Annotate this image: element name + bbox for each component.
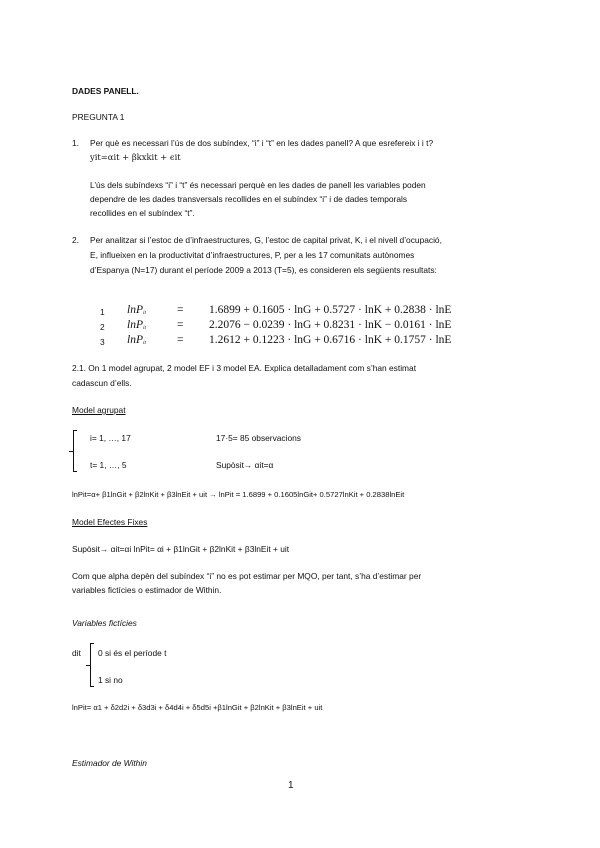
q1-answer-line-1: L’ús dels subíndexs “i” i “t” és necessari perquè en les dades de panell les variables poden (90, 180, 426, 190)
i-range: i= 1, …, 17 (90, 433, 131, 443)
equation-1-subscript: it (142, 310, 147, 316)
equation-3-rhs: 1.2612 + 0.1223 · lnG + 0.6716 · lnK + 0.1757 · lnE (209, 334, 452, 346)
equation-number-3: 3 (100, 337, 105, 347)
q2-number: 2. (72, 235, 79, 245)
q1-answer-line-3: recollides en el subíndex “t”. (90, 208, 195, 218)
dummy-equation: lnPit= α1 + δ2d2i + δ3d3i + δ4d4i + δ5d5i +β1lnGit + β2lnKit + β3lnEit + uit (72, 703, 323, 712)
equation-number-1: 1 (100, 307, 105, 317)
equation-1-lhs: lnP (127, 304, 143, 316)
model-ef-title: Model Efectes Fixes (72, 517, 148, 527)
q2-line-3: d’Espanya (N=17) durant el període 2009 a 2013 (T=5), es consideren els següents resultats: (90, 265, 437, 275)
equation-number-2: 2 (100, 322, 105, 332)
equation-3 (127, 333, 507, 347)
t-range: t= 1, …, 5 (90, 460, 127, 470)
q21-line-2: cadascun d’ells. (72, 378, 132, 388)
model-agrupat-title: Model agrupat (72, 405, 126, 415)
left-brace-icon (73, 430, 79, 472)
ef-paragraph-line-1: Com que alpha depèn del subíndex “i” no es pot estimar per MQO, per tant, s’ha d’estimar per (72, 571, 422, 581)
within-title: Estimador de Within (72, 758, 147, 768)
assumption-pooled: Supòsit→ αit=α (216, 460, 274, 470)
equation-2-lhs: lnP (127, 319, 143, 331)
ef-paragraph-line-2: variables fictícies o estimador de Within. (72, 585, 222, 595)
dummy-case-0: 0 si és el període t (98, 648, 167, 658)
equation-3-lhs: lnP (127, 334, 143, 346)
page-number: 1 (288, 780, 294, 791)
dummy-case-1: 1 si no (98, 675, 123, 685)
equation-1-equals: = (177, 304, 184, 316)
q1-number: 1. (72, 138, 79, 148)
equation-1 (127, 303, 507, 317)
equation-1-rhs: 1.6899 + 0.1605 · lnG + 0.5727 · lnK + 0.2838 · lnE (209, 304, 452, 316)
equation-2-equals: = (177, 319, 184, 331)
q21-line-1: 2.1. On 1 model agrupat, 2 model EF i 3 model EA. Explica detalladament com s’han estimat (72, 363, 417, 373)
left-brace-icon (90, 643, 96, 687)
equation-2-rhs: 2.2076 − 0.0239 · lnG + 0.8231 · lnK − 0.0161 · lnE (209, 319, 452, 331)
assumption-fixed-effects: Supòsit→ αit=αi lnPit= αi + β1lnGit + β2lnKit + β3lnEit + uit (72, 544, 290, 554)
variables-title: Variables fictícies (72, 618, 137, 628)
equation-2-subscript: it (142, 325, 147, 331)
q2-line-1: Per analitzar si l’estoc de d’infraestructures, G, l’estoc de capital privat, K, i el nivell d’ocupació, (90, 235, 442, 245)
section-heading: DADES PANELL. (72, 86, 139, 96)
observations: 17·5= 85 observacions (216, 433, 301, 443)
q1-text: Per què es necessari l’ús de dos subíndex, “i” i “t” en les dades panell? A que esrefereix i i t? (90, 138, 434, 148)
equation-2 (127, 318, 507, 332)
question-heading: PREGUNTA 1 (72, 112, 125, 122)
pooled-equation: lnPit=α+ β1lnGit + β2lnKit + β3lnEit + uit → lnPit = 1.6899 + 0.1605lnGit+ 0.5727lnKit + 0.2838lnEit (72, 490, 405, 499)
dummy-variable-label: dit (72, 648, 81, 658)
equation-3-subscript: it (142, 340, 147, 346)
q1-formula: yit=αit + βkxkit + ϵit (90, 152, 181, 162)
q1-answer-line-2: dependre de les dades transversals recollides en el subíndex “i” i de dades temporals (90, 194, 408, 204)
q2-line-2: E, influeixen en la productivitat d’infraestructures, P, per a les 17 comunitats autònomes (90, 250, 415, 260)
equation-3-equals: = (177, 334, 184, 346)
